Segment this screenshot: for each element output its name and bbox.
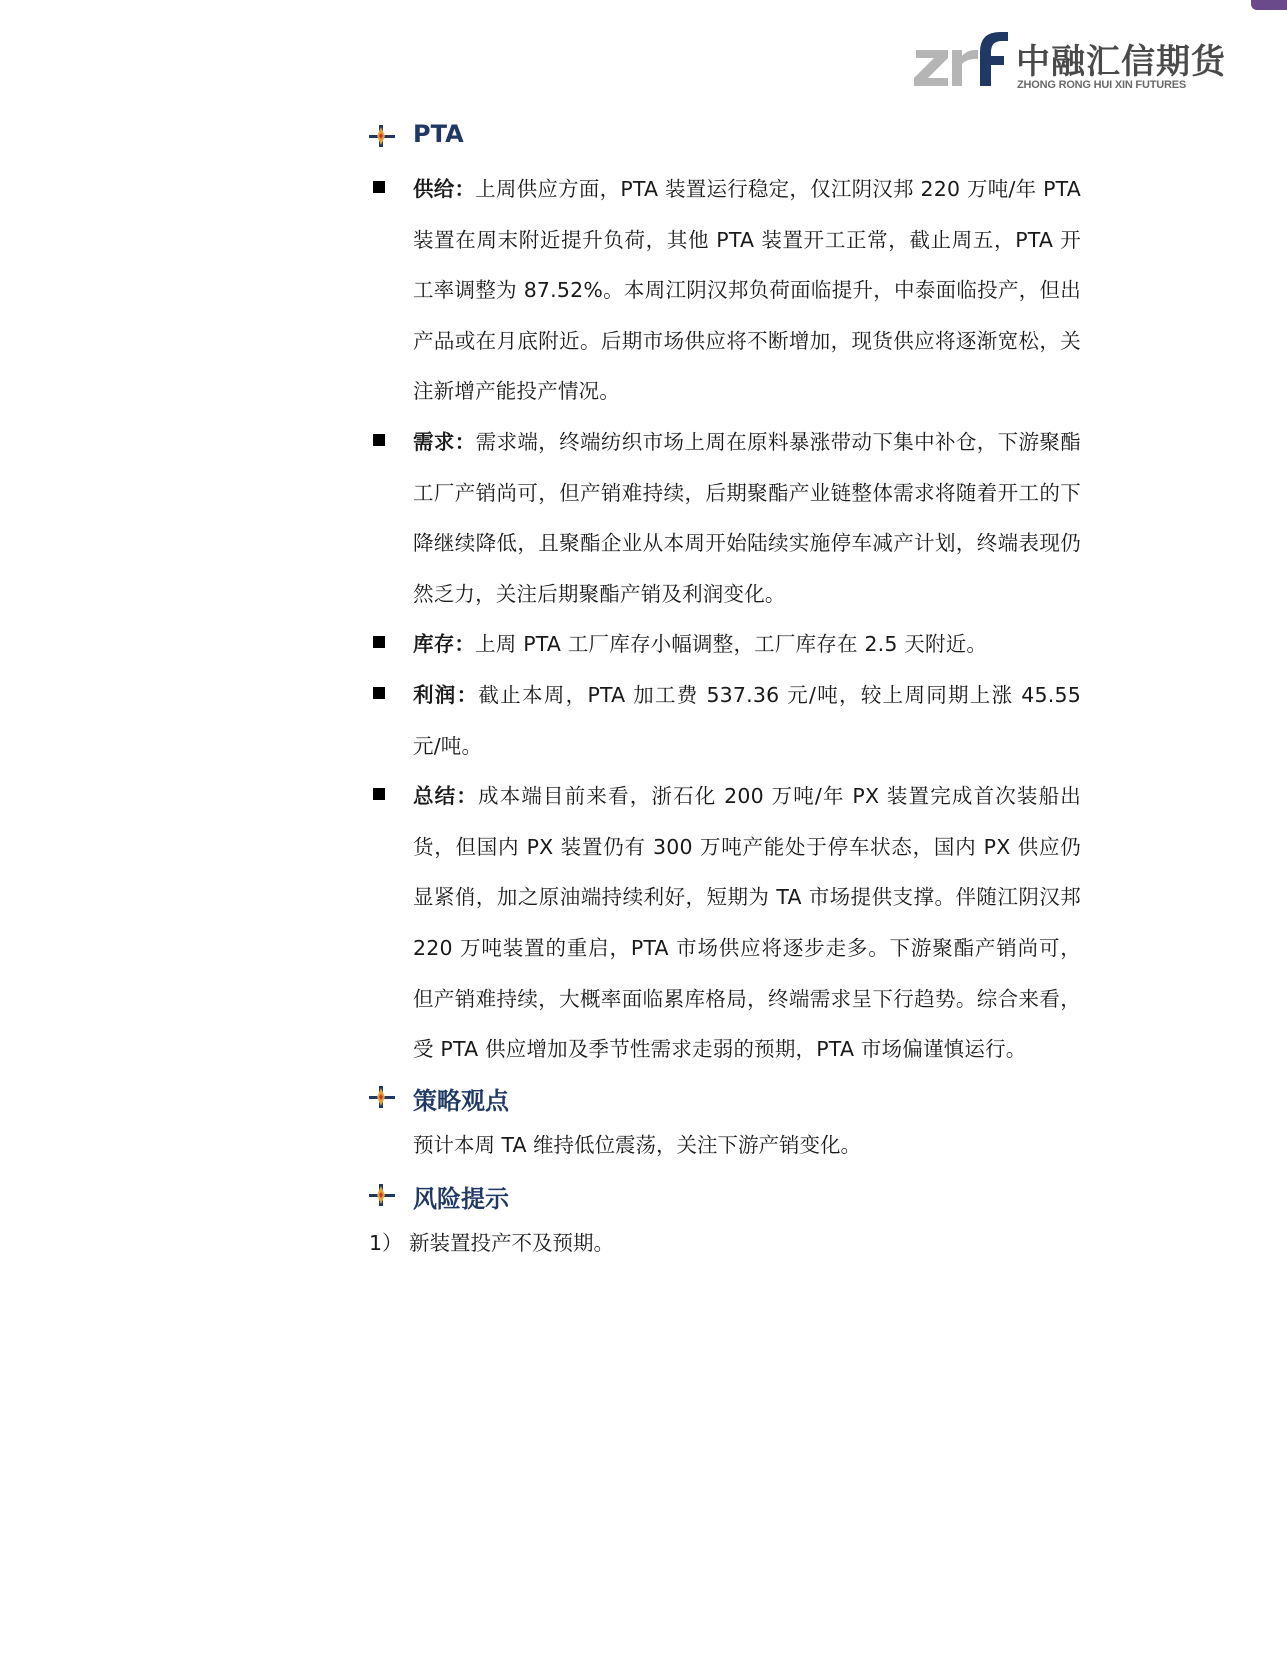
section-title-pta: PTA: [413, 120, 464, 148]
company-logo: [914, 26, 1226, 96]
square-bullet-icon: [373, 788, 385, 800]
label-supply: 供给：: [413, 177, 476, 201]
page-corner-tab: [1251, 0, 1287, 10]
section-heading-risk: [369, 1177, 1081, 1213]
risk-item: 1） 新装置投产不及预期。: [369, 1230, 615, 1255]
report-content: [369, 118, 1081, 1263]
paragraph-profit: [413, 670, 1081, 771]
strategy-text: 预计本周 TA 维持低位震荡，关注下游产销变化。: [413, 1132, 861, 1157]
diamond-cross-icon: [369, 1086, 395, 1108]
bullet-supply: [369, 164, 1081, 417]
paragraph-inventory: [413, 619, 1081, 670]
square-bullet-icon: [373, 636, 385, 648]
text-summary: 成本端目前来看，浙石化 200 万吨/年 PX 装置完成首次装船出货，但国内 PX 装置仍有 300 万吨产能处于停车状态，国内 PX 供应仍显紧俏，加之原油端持续利好，短期为 TA 市场提供支撑。伴随江阴汉邦 220 万吨装置的重启，PTA 市场供应将逐步走多。下游聚酯产销尚可，但产销难持续，大概率面临累库格局，终端需求呈下行趋势。综合来看，受 PTA 供应增加及季节性需求走弱的预期，PTA 市场偏谨慎运行。: [413, 784, 1081, 1062]
section-title-strategy: 策略观点: [413, 1086, 509, 1115]
section-heading-pta: [369, 118, 1081, 154]
text-inventory: 上周 PTA 工厂库存小幅调整，工厂库存在 2.5 天附近。: [475, 632, 988, 657]
text-profit: 截止本周，PTA 加工费 537.36 元/吨，较上周同期上涨 45.55 元/吨。: [413, 682, 1081, 758]
bullet-summary: [369, 771, 1081, 1075]
square-bullet-icon: [373, 181, 385, 193]
diamond-cross-icon: [369, 125, 395, 147]
paragraph-supply: [413, 164, 1081, 417]
company-name-cn: 中融汇信期货: [1016, 42, 1226, 82]
section-heading-strategy: [369, 1079, 1081, 1115]
bullet-demand: [369, 417, 1081, 619]
company-name-en: ZHONG RONG HUI XIN FUTURES: [1017, 79, 1186, 91]
text-supply: 上周供应方面，PTA 装置运行稳定，仅江阴汉邦 220 万吨/年 PTA 装置在周末附近提升负荷，其他 PTA 装置开工正常，截止周五，PTA 开工率调整为 87.52%。本周江阴汉邦负荷面临提升，中泰面临投产，但出产品或在月底附近。后期市场供应将不断增加，现货供应将逐渐宽松，关注新增产能投产情况。: [413, 177, 1081, 404]
paragraph-summary: [413, 771, 1081, 1075]
section-title-risk: 风险提示: [413, 1184, 509, 1213]
square-bullet-icon: [373, 434, 385, 446]
bullet-profit: [369, 670, 1081, 771]
diamond-cross-icon: [369, 1184, 395, 1206]
label-profit: 利润：: [413, 682, 479, 707]
label-summary: 总结：: [413, 784, 479, 809]
text-demand: 需求端，终端纺织市场上周在原料暴涨带动下集中补仓，下游聚酯工厂产销尚可，但产销难持续，后期聚酯产业链整体需求将随着开工的下降继续降低，且聚酯企业从本周开始陆续实施停车减产计划，终端表现仍然乏力，关注后期聚酯产销及利润变化。: [413, 429, 1081, 606]
bullet-inventory: [369, 619, 1081, 670]
label-inventory: 库存：: [413, 632, 476, 657]
square-bullet-icon: [373, 687, 385, 699]
paragraph-demand: [413, 417, 1081, 619]
zrf-logo-icon: [914, 28, 1010, 90]
label-demand: 需求：: [413, 429, 476, 454]
